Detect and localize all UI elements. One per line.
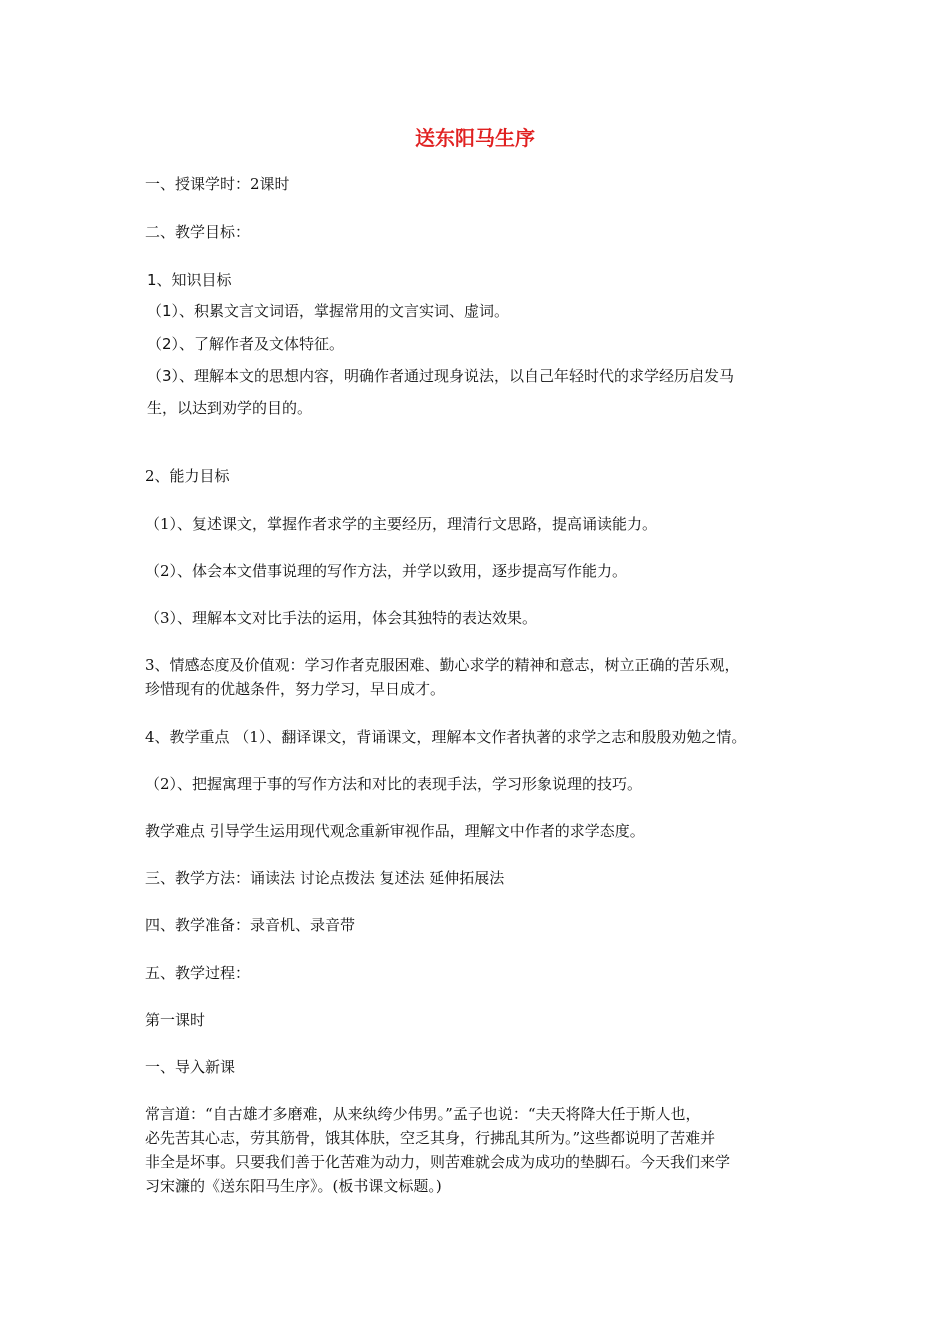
knowledge-goal-3: （3）、理解本文的思想内容，明确作者通过现身说法，以自己年轻时代的求学经历启发马 [147, 367, 735, 385]
intro-paragraph-line-4: 习宋濂的《送东阳马生序》。(板书课文标题。) [145, 1177, 442, 1195]
intro-paragraph-line-3: 非全是坏事。只要我们善于化苦难为动力，则苦难就会成为成功的垫脚石。今天我们来学 [145, 1153, 731, 1171]
knowledge-goal-3-cont: 生，以达到劝学的目的。 [147, 399, 313, 417]
teaching-process-heading: 五、教学过程： [145, 964, 251, 982]
teaching-key-point-1: 4、教学重点 （1）、翻译课文，背诵课文，理解本文作者执著的求学之志和殷殷劝勉之情。 [145, 728, 747, 746]
ability-goal-3: （3）、理解本文对比手法的运用，体会其独特的表达效果。 [145, 609, 538, 627]
intro-paragraph-line-1: 常言道：“自古雄才多磨难，从来纨绔少伟男。”孟子也说：“夫天将降大任于斯人也， [145, 1105, 701, 1123]
knowledge-goal-1: （1）、积累文言文词语，掌握常用的文言实词、虚词。 [147, 302, 510, 320]
knowledge-goal-2: （2）、了解作者及文体特征。 [147, 335, 345, 353]
teaching-goals-heading: 二、教学目标： [145, 223, 251, 241]
ability-goal-2: （2）、体会本文借事说理的写作方法，并学以致用，逐步提高写作能力。 [145, 562, 628, 580]
intro-heading: 一、导入新课 [145, 1058, 236, 1076]
teaching-hours: 一、授课学时：2课时 [145, 175, 290, 193]
emotion-goal-cont: 珍惜现有的优越条件，努力学习，早日成才。 [145, 680, 446, 698]
intro-paragraph-line-2: 必先苦其心志，劳其筋骨，饿其体肤，空乏其身，行拂乱其所为。”这些都说明了苦难并 [145, 1129, 716, 1147]
teaching-difficulty: 教学难点 引导学生运用现代观念重新审视作品，理解文中作者的求学态度。 [145, 822, 645, 840]
ability-goal-heading: 2、能力目标 [145, 467, 230, 485]
teaching-methods: 三、教学方法：诵读法 讨论点拨法 复述法 延伸拓展法 [145, 869, 505, 887]
knowledge-goal-heading: 1、知识目标 [147, 271, 232, 289]
teaching-preparation: 四、教学准备：录音机、录音带 [145, 916, 356, 934]
ability-goal-1: （1）、复述课文，掌握作者求学的主要经历，理清行文思路，提高诵读能力。 [145, 515, 658, 533]
emotion-goal: 3、情感态度及价值观：学习作者克服困难、勤心求学的精神和意志，树立正确的苦乐观， [145, 656, 740, 674]
lesson-one-heading: 第一课时 [145, 1011, 206, 1029]
teaching-key-point-2: （2）、把握寓理于事的写作方法和对比的表现手法，学习形象说理的技巧。 [145, 775, 643, 793]
document-title: 送东阳马生序 [415, 126, 535, 150]
